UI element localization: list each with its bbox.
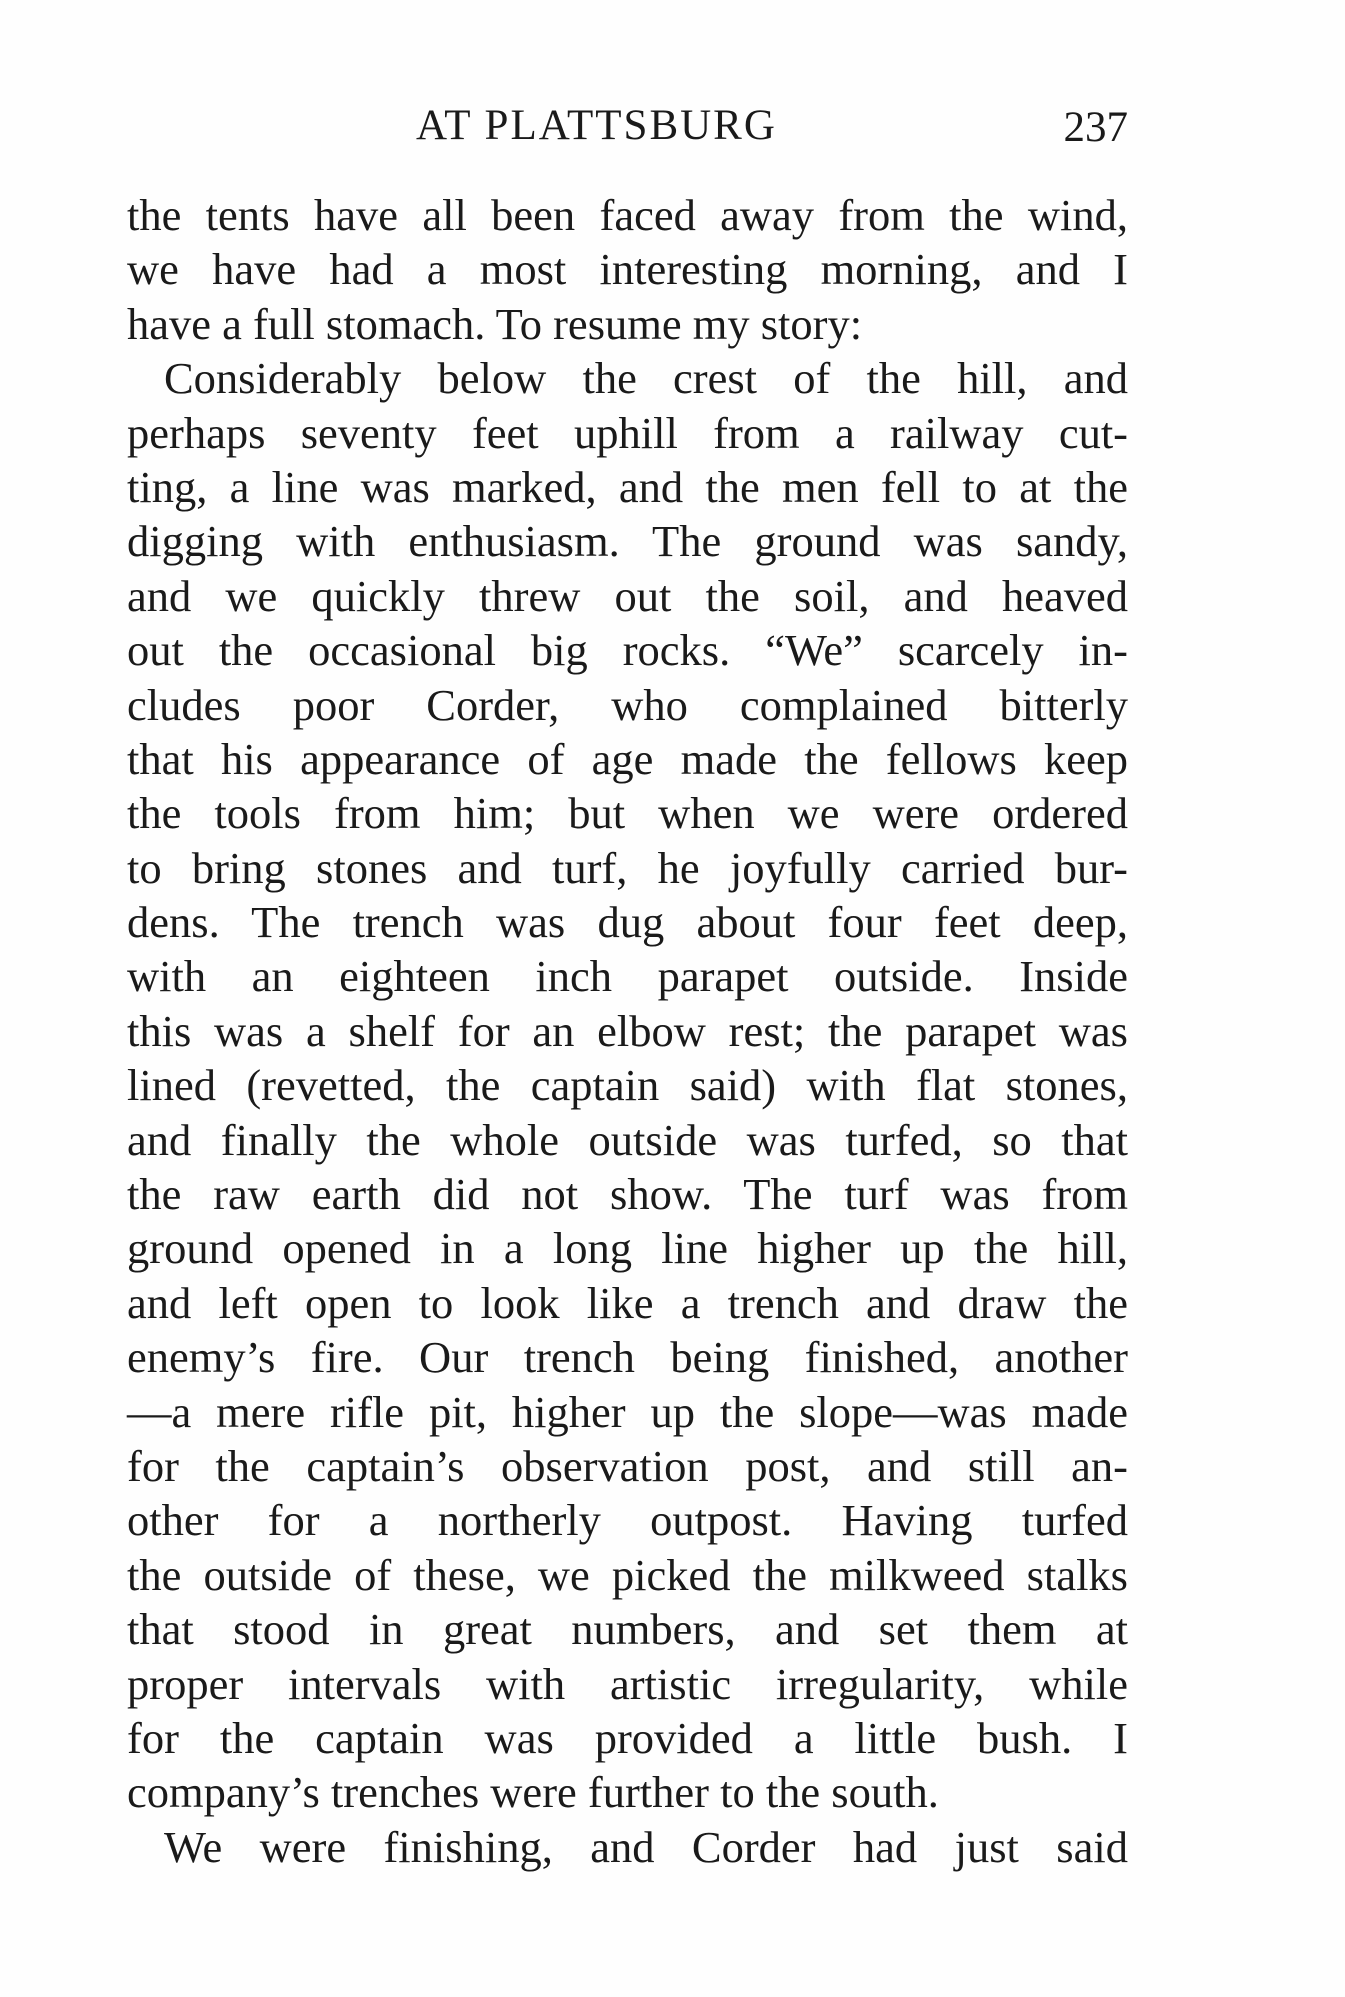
text-line: perhaps seventy feet uphill from a railway cut- xyxy=(127,407,1128,458)
text-line: that stood in great numbers, and set them at xyxy=(127,1604,1128,1655)
text-line: cludes poor Corder, who complained bitterly xyxy=(127,679,1128,730)
text-line: ground opened in a long line higher up the hill, xyxy=(127,1223,1128,1274)
text-line: have a full stomach. To resume my story: xyxy=(127,298,863,349)
text-line: —a mere rifle pit, higher up the slope—was made xyxy=(127,1386,1128,1437)
text-line: digging with enthusiasm. The ground was sandy, xyxy=(127,516,1128,567)
text-line: for the captain’s observation post, and still an- xyxy=(127,1440,1128,1491)
running-title: AT PLATTSBURG xyxy=(416,102,777,149)
text-line: this was a shelf for an elbow rest; the parapet was xyxy=(127,1005,1128,1056)
text-line: ting, a line was marked, and the men fell to at the xyxy=(127,461,1128,512)
text-line: company’s trenches were further to the south. xyxy=(127,1767,939,1818)
text-line: the raw earth did not show. The turf was from xyxy=(127,1169,1128,1220)
text-line: the tents have all been faced away from the wind, xyxy=(127,190,1128,240)
text-line: with an eighteen inch parapet outside. Inside xyxy=(127,951,1128,1002)
text-line: and finally the whole outside was turfed, so that xyxy=(127,1114,1128,1165)
text-line: the outside of these, we picked the milkweed stalks xyxy=(127,1549,1128,1600)
body-text xyxy=(127,188,1128,1874)
text-line: that his appearance of age made the fellows keep xyxy=(127,733,1128,784)
text-line: for the captain was provided a little bush. I xyxy=(127,1712,1128,1763)
text-line: lined (revetted, the captain said) with flat stones, xyxy=(127,1060,1128,1111)
text-line: proper intervals with artistic irregularity, while xyxy=(127,1658,1128,1709)
page-number: 237 xyxy=(1063,104,1128,151)
text-line: enemy’s fire. Our trench being finished, another xyxy=(127,1332,1128,1383)
paragraph-start-line: Considerably below the crest of the hill, and xyxy=(164,353,1128,404)
running-head xyxy=(126,96,1128,156)
text-line: dens. The trench was dug about four feet deep, xyxy=(127,897,1128,948)
text-line: out the occasional big rocks. “We” scarcely in- xyxy=(127,625,1128,676)
paragraph-start-line: We were finishing, and Corder had just said xyxy=(164,1821,1128,1872)
text-line: and left open to look like a trench and draw the xyxy=(127,1277,1128,1328)
text-line: the tools from him; but when we were ordered xyxy=(127,788,1128,839)
text-line: we have had a most interesting morning, and I xyxy=(127,244,1128,295)
text-line: and we quickly threw out the soil, and heaved xyxy=(127,570,1128,621)
text-line: other for a northerly outpost. Having turfed xyxy=(127,1495,1128,1546)
text-line: to bring stones and turf, he joyfully carried bur- xyxy=(127,842,1128,893)
